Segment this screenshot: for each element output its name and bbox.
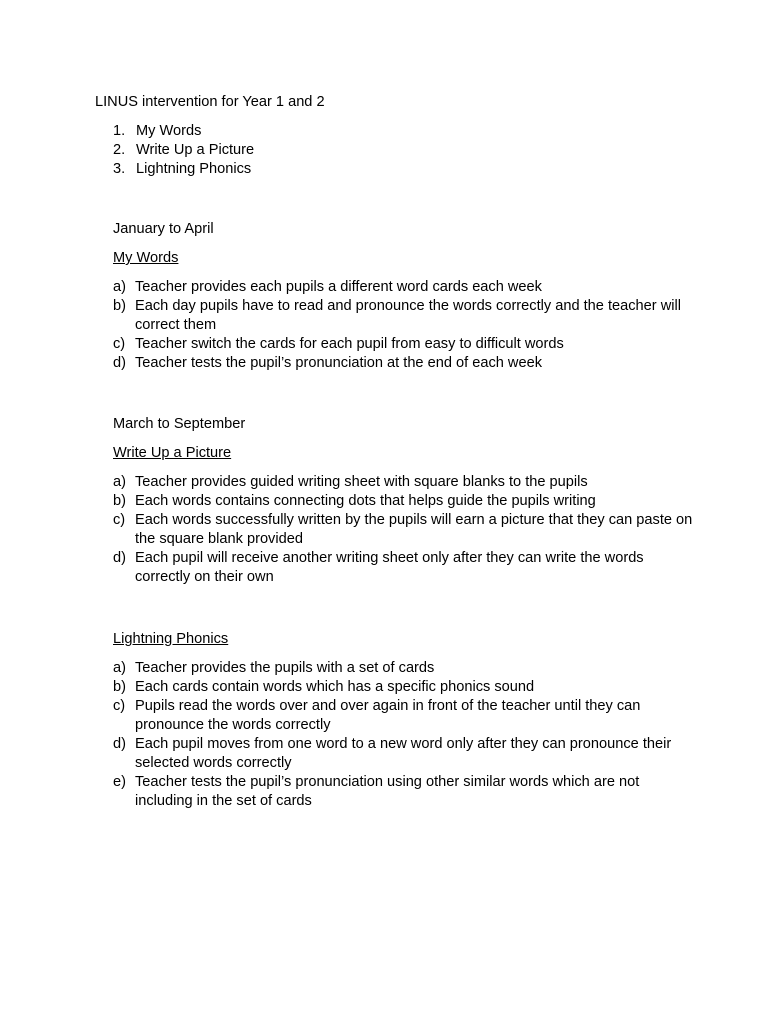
item-marker: c) xyxy=(113,512,126,528)
item-number: 2. xyxy=(113,142,126,158)
section-heading: Lightning Phonics xyxy=(113,631,229,647)
section-period: March to September xyxy=(113,416,246,432)
list-item xyxy=(113,697,693,735)
item-text: Each pupil will receive another writing sheet only after they can write the words correctly on their own xyxy=(135,550,644,585)
item-text: Each words contains connecting dots that helps guide the pupils writing xyxy=(135,493,596,509)
item-text: Each words successfully written by the pupils will earn a picture that they can paste on the square blank provided xyxy=(135,512,693,547)
item-marker: d) xyxy=(113,736,126,752)
list-item xyxy=(113,511,693,549)
programme-item xyxy=(95,122,254,141)
list-item xyxy=(113,335,693,354)
section-lightning-phonics xyxy=(113,630,693,811)
item-text: Teacher tests the pupil’s pronunciation using other similar words which are not including in the set of cards xyxy=(135,774,640,809)
item-marker: e) xyxy=(113,774,126,790)
section-heading: My Words xyxy=(113,250,179,266)
item-marker: c) xyxy=(113,336,126,352)
item-text: Teacher provides each pupils a different word cards each week xyxy=(135,279,542,295)
list-item xyxy=(113,678,693,697)
item-text: Teacher provides the pupils with a set of cards xyxy=(135,660,435,676)
step-list xyxy=(113,473,693,587)
item-text: Each cards contain words which has a specific phonics sound xyxy=(135,679,535,695)
item-text: Pupils read the words over and over again in front of the teacher until they can pronounce the words correctly xyxy=(135,698,641,733)
item-text: Teacher switch the cards for each pupil from easy to difficult words xyxy=(135,336,564,352)
item-marker: b) xyxy=(113,493,126,509)
programme-list xyxy=(95,122,254,179)
list-item xyxy=(113,278,693,297)
item-marker: a) xyxy=(113,660,126,676)
list-item xyxy=(113,735,693,773)
programme-item xyxy=(95,141,254,160)
item-number: 3. xyxy=(113,161,126,177)
item-marker: b) xyxy=(113,298,126,314)
item-marker: d) xyxy=(113,355,126,371)
item-text: Teacher provides guided writing sheet with square blanks to the pupils xyxy=(135,474,588,490)
document-title: LINUS intervention for Year 1 and 2 xyxy=(95,94,325,110)
item-marker: d) xyxy=(113,550,126,566)
item-marker: a) xyxy=(113,279,126,295)
list-item xyxy=(113,354,693,373)
list-item xyxy=(113,492,693,511)
programme-label: Write Up a Picture xyxy=(136,142,255,158)
list-item xyxy=(113,297,693,335)
list-item xyxy=(113,549,693,587)
section-heading: Write Up a Picture xyxy=(113,445,232,461)
item-text: Teacher tests the pupil’s pronunciation at the end of each week xyxy=(135,355,542,371)
section-period: January to April xyxy=(113,221,214,237)
programme-label: Lightning Phonics xyxy=(136,161,252,177)
list-item xyxy=(113,473,693,492)
item-marker: a) xyxy=(113,474,126,490)
section-write-up-a-picture xyxy=(113,415,693,587)
item-text: Each day pupils have to read and pronounce the words correctly and the teacher will correct them xyxy=(135,298,681,333)
item-marker: c) xyxy=(113,698,126,714)
item-text: Each pupil moves from one word to a new word only after they can pronounce their selected words correctly xyxy=(135,736,672,771)
list-item xyxy=(113,773,693,811)
step-list xyxy=(113,278,693,373)
programme-label: My Words xyxy=(136,123,202,139)
section-my-words xyxy=(113,220,693,373)
item-number: 1. xyxy=(113,123,126,139)
list-item xyxy=(113,659,693,678)
step-list xyxy=(113,659,693,811)
item-marker: b) xyxy=(113,679,126,695)
programme-item xyxy=(95,160,254,179)
